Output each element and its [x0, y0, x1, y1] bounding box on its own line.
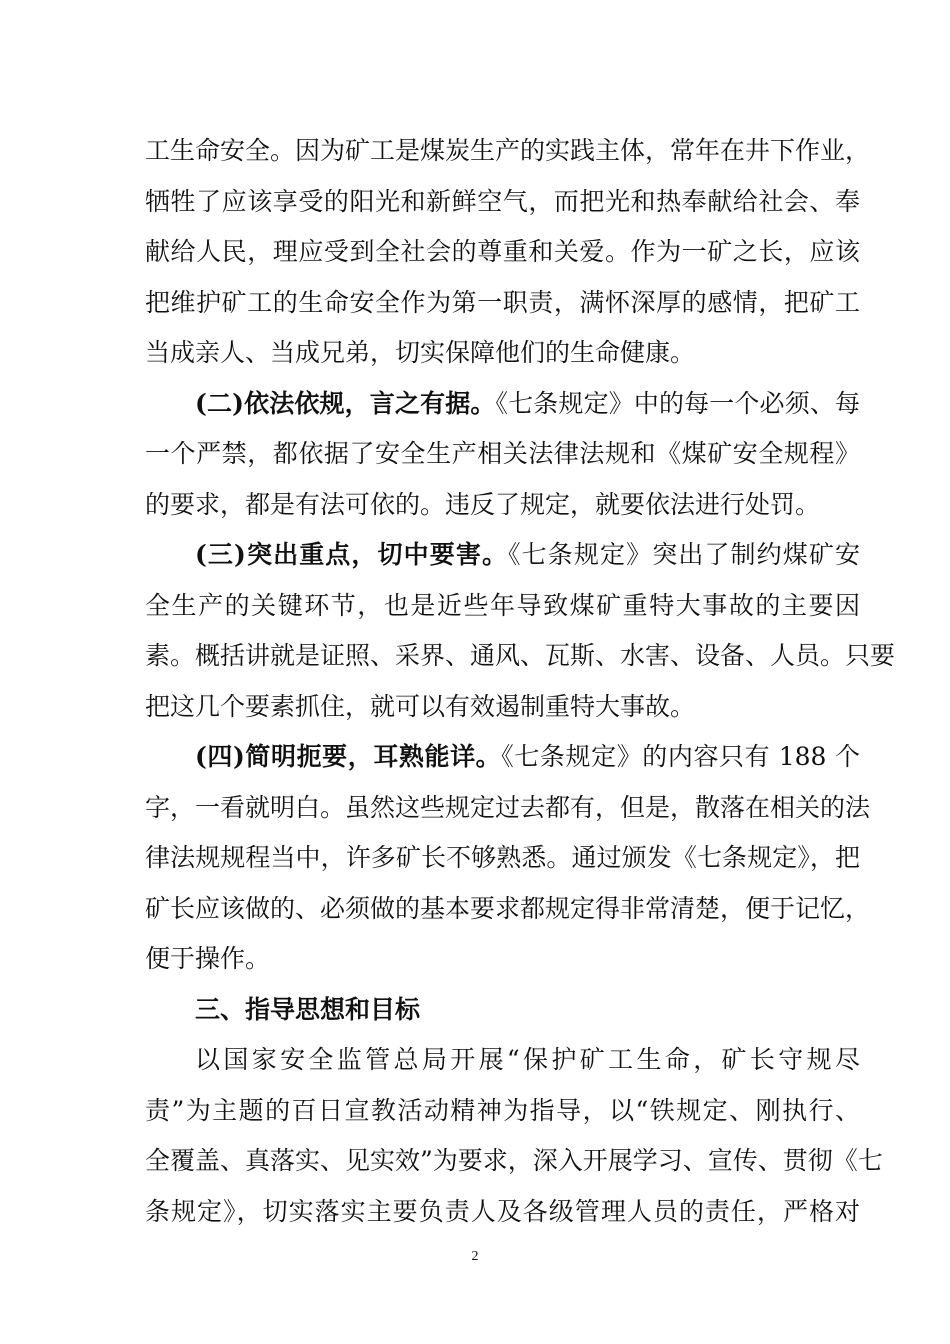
- text-line: 全覆盖、真落实、见实效”为要求，深入开展学习、宣传、贯彻《七: [145, 1146, 883, 1175]
- text-line: 责”为主题的百日宣教活动精神为指导，以“铁规定、刚执行、: [145, 1095, 860, 1125]
- section-heading-inline: (四)简明扼要，耳熟能详。: [195, 742, 502, 771]
- text-fragment: 《七条规定》突出了制约煤矿安: [508, 540, 860, 569]
- text-line: 献给人民，理应受到全社会的尊重和关爱。作为一矿之长，应该: [145, 237, 860, 266]
- text-line: 矿长应该做的、必须做的基本要求都规定得非常清楚，便于记忆，: [145, 893, 871, 923]
- text-line: 以国家安全监管总局开展“保护矿工生命，矿长守规尽: [195, 1045, 860, 1074]
- text-fragment: 《七条规定》中的每一个必须、每: [495, 388, 860, 418]
- text-line: 便于操作。: [145, 944, 271, 973]
- text-line: [145, 530, 860, 581]
- body-text: [145, 126, 896, 1237]
- text-fragment: 《七条规定》的内容只有 188 个: [501, 742, 860, 771]
- text-line: 当成亲人、当成兄弟，切实保障他们的生命健康。: [145, 338, 696, 367]
- text-line: 把这几个要素抓住，就可以有效遏制重特大事故。: [145, 691, 696, 721]
- text-line: 工生命安全。因为矿工是煤炭生产的实践主体，常年在井下作业，: [145, 136, 871, 165]
- page-number: 2: [471, 1249, 479, 1264]
- section-heading-inline: (二)依法依规，言之有据。: [195, 388, 496, 418]
- text-line: [145, 379, 860, 430]
- text-line: 一个严禁，都依据了安全生产相关法律法规和《煤矿安全规程》: [145, 439, 860, 468]
- text-line: [145, 732, 860, 783]
- text-line: 字，一看就明白。虽然这些规定过去都有，但是，散落在相关的法: [145, 792, 871, 822]
- text-line: 素。概括讲就是证照、采界、通风、瓦斯、水害、设备、人员。只要: [145, 641, 896, 670]
- text-line: 条规定》，切实落实主要负责人及各级管理人员的责任，严格对: [145, 1196, 860, 1226]
- text-line: 律法规规程当中，许多矿长不够熟悉。通过颁发《七条规定》，把: [145, 843, 860, 872]
- text-line: 全生产的关键环节，也是近些年导致煤矿重特大事故的主要因: [145, 590, 860, 620]
- text-line: 的要求，都是有法可依的。违反了规定，就要依法进行处罚。: [145, 489, 821, 519]
- section-heading-inline: (三)突出重点，切中要害。: [195, 540, 509, 569]
- text-line: 把维护矿工的生命安全作为第一职责，满怀深厚的感情，把矿工: [145, 287, 860, 317]
- section-heading: 三、指导思想和目标: [195, 994, 421, 1024]
- text-line: 牺牲了应该享受的阳光和新鲜空气，而把光和热奉献给社会、奉: [145, 186, 860, 216]
